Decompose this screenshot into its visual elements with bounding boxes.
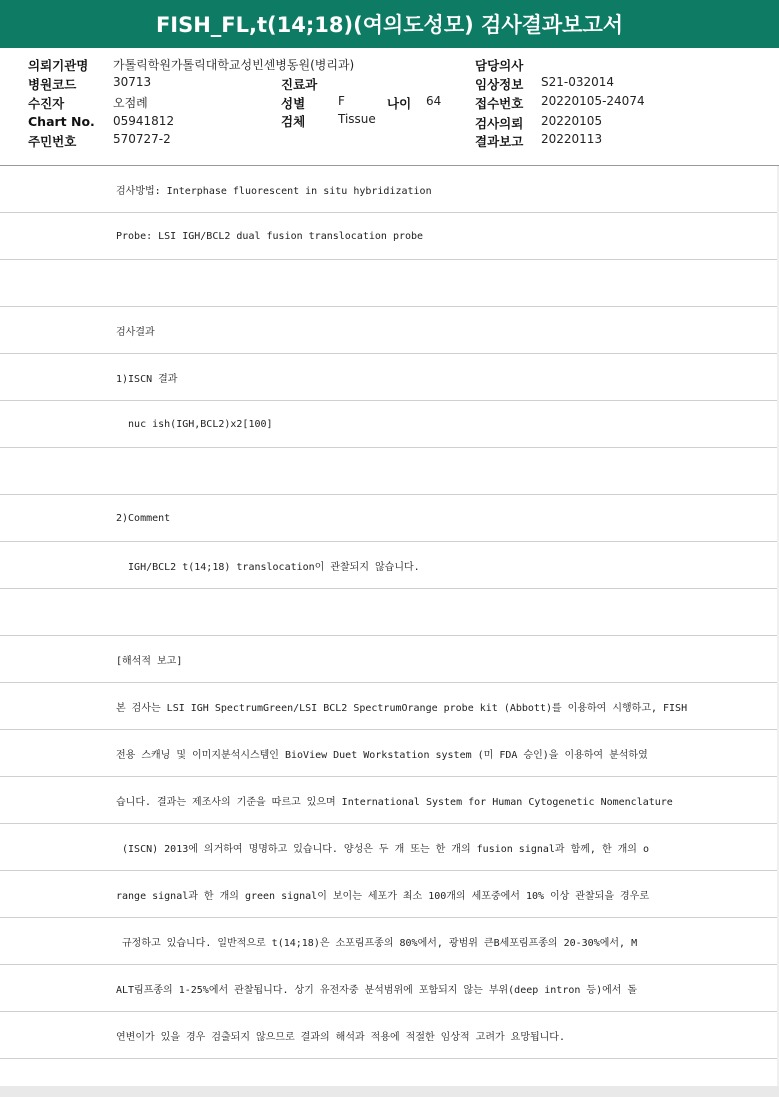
sex-value: F <box>338 94 345 108</box>
report-line: 본 검사는 LSI IGH SpectrumGreen/LSI BCL2 SpectrumOrange probe kit (Abbott)를 이용하여 시행하고, FISH <box>0 683 779 730</box>
id-number-value: 570727-2 <box>113 132 171 146</box>
clinical-info-value: S21-032014 <box>541 75 615 89</box>
request-value: 20220105 <box>541 114 603 128</box>
report-line: 전용 스캐닝 및 이미지분석시스템인 BioView Duet Workstation system (미 FDA 승인)을 이용하여 분석하였 <box>0 730 779 777</box>
age-label: 나이 <box>387 96 412 111</box>
report-line <box>0 589 779 636</box>
request-label: 검사의뢰 <box>475 116 524 131</box>
report-line: 규정하고 있습니다. 일반적으로 t(14;18)은 소포림프종의 80%에서, 광범위 큰B세포림프종의 20-30%에서, M <box>0 918 779 965</box>
age-value: 64 <box>426 94 442 108</box>
report-line <box>0 448 779 495</box>
patient-info-panel <box>0 48 779 166</box>
patient-label: 수진자 <box>28 96 65 111</box>
receipt-value: 20220105-24074 <box>541 94 645 108</box>
clinical-info-label: 임상정보 <box>475 77 524 92</box>
receipt-label: 접수번호 <box>475 96 524 111</box>
bottom-band <box>0 1086 779 1097</box>
patient-value: 오점례 <box>113 96 148 110</box>
report-line: 습니다. 결과는 제조사의 기준을 따르고 있으며 International System for Human Cytogenetic Nomenclature <box>0 777 779 824</box>
specimen-value: Tissue <box>338 112 376 126</box>
report-line: Probe: LSI IGH/BCL2 dual fusion translocation probe <box>0 213 779 260</box>
chart-no-label: Chart No. <box>28 114 95 129</box>
report-line: range signal과 한 개의 green signal이 보이는 세포가 최소 100개의 세포중에서 10% 이상 관찰되을 경우로 <box>0 871 779 918</box>
institution-value: 가톨릭학원가톨릭대학교성빈센병동원(병리과) <box>113 58 355 72</box>
result-report-label: 결과보고 <box>475 134 524 149</box>
report-line: nuc ish(IGH,BCL2)x2[100] <box>0 401 779 448</box>
specimen-label: 검체 <box>281 114 306 129</box>
sex-label: 성별 <box>281 96 306 111</box>
report-line: ALT림프종의 1-25%에서 관찰됩니다. 상기 유전자중 분석범위에 포함되지 않는 부위(deep intron 등)에서 돌 <box>0 965 779 1012</box>
result-report-value: 20220113 <box>541 132 603 146</box>
id-number-label: 주민번호 <box>28 134 77 149</box>
department-label: 진료과 <box>281 77 318 92</box>
chart-no-value: 05941812 <box>113 114 175 128</box>
report-body <box>0 166 779 1059</box>
report-line: 연변이가 있을 경우 검출되지 않으므로 결과의 해석과 적용에 적절한 임상적 고려가 요망됩니다. <box>0 1012 779 1059</box>
report-line: [해석적 보고] <box>0 636 779 683</box>
report-line: 1)ISCN 결과 <box>0 354 779 401</box>
hospital-code-label: 병원코드 <box>28 77 77 92</box>
report-line: 2)Comment <box>0 495 779 542</box>
doctor-label: 담당의사 <box>475 58 524 73</box>
report-line: 검사방법: Interphase fluorescent in situ hybridization <box>0 166 779 213</box>
report-line <box>0 260 779 307</box>
report-title: FISH_FL,t(14;18)(여의도성모) 검사결과보고서 <box>0 0 779 48</box>
report-line: (ISCN) 2013에 의거하여 명명하고 있습니다. 양성은 두 개 또는 한 개의 fusion signal과 함께, 한 개의 o <box>0 824 779 871</box>
hospital-code-value: 30713 <box>113 75 152 89</box>
institution-label: 의뢰기관명 <box>28 58 89 73</box>
report-line: IGH/BCL2 t(14;18) translocation이 관찰되지 않습니다. <box>0 542 779 589</box>
report-line: 검사결과 <box>0 307 779 354</box>
